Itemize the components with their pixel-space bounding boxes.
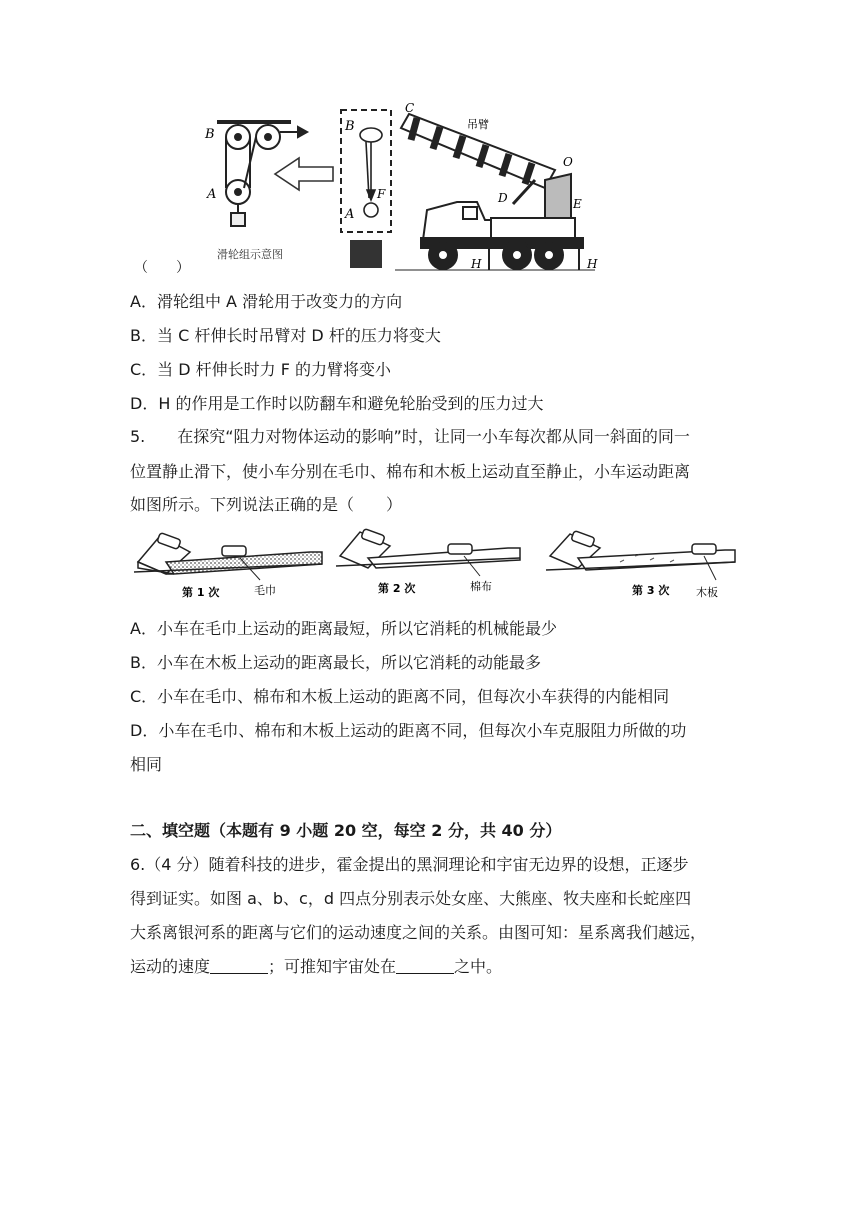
trial-2-label: 第 2 次 bbox=[378, 582, 416, 595]
answer-blank-1[interactable] bbox=[210, 957, 268, 974]
q6-line3: 大系离银河系的距离与它们的运动速度之间的关系。由图可知：星系离我们越远， bbox=[130, 923, 707, 942]
truck bbox=[395, 174, 595, 270]
label-h1: H bbox=[471, 257, 482, 271]
trial-3-label: 第 3 次 bbox=[632, 584, 670, 597]
label-a-box: A bbox=[345, 207, 355, 222]
q5-option-d: D．小车在毛巾、棉布和木板上运动的距离不同，但每次小车克服阻力所做的功 bbox=[130, 721, 687, 740]
q6-line4-a: 运动的速度 bbox=[130, 957, 211, 976]
label-b-box: B bbox=[345, 119, 355, 134]
q4-option-c: C．当 D 杆伸长时力 F 的力臂将变小 bbox=[130, 360, 392, 379]
answer-blank-2[interactable] bbox=[396, 957, 454, 974]
label-a-left: A bbox=[207, 187, 217, 202]
q5-option-b: B．小车在木板上运动的距离最长，所以它消耗的动能最多 bbox=[130, 653, 541, 672]
q4-option-b: B．当 C 杆伸长时吊臂对 D 杆的压力将变大 bbox=[130, 326, 441, 345]
q4-option-d: D．H 的作用是工作时以防翻车和避免轮胎受到的压力过大 bbox=[130, 394, 544, 413]
surface-3-label: 木板 bbox=[696, 586, 718, 599]
label-o: O bbox=[563, 155, 573, 169]
q5-option-d-cont: 相同 bbox=[130, 755, 163, 774]
q5-option-a: A．小车在毛巾上运动的距离最短，所以它消耗的机械能最少 bbox=[130, 619, 557, 638]
surface-1-label: 毛巾 bbox=[254, 584, 276, 597]
q5-stem-line3: 如图所示。下列说法正确的是（ ） bbox=[130, 495, 403, 514]
ramp-trial-1 bbox=[134, 533, 322, 580]
ramp-trial-2 bbox=[336, 529, 520, 576]
q6-line1: 6.（4 分）随着科技的进步，霍金提出的黑洞理论和宇宙无边界的设想，正逐步 bbox=[130, 855, 689, 874]
q6-line2: 得到证实。如图 a、b、c，d 四点分别表示处女座、大熊座、牧夫座和长蛇座四 bbox=[130, 889, 692, 908]
q4-stem-tail: （ ） bbox=[134, 260, 190, 276]
q5-stem-line2: 位置静止滑下，使小车分别在毛巾、棉布和木板上运动直至静止，小车运动距离 bbox=[130, 462, 691, 481]
label-h2: H bbox=[587, 257, 598, 271]
label-c: C bbox=[405, 101, 415, 115]
q6-line4-c: 之中。 bbox=[454, 957, 503, 976]
label-e: E bbox=[573, 197, 582, 211]
q6-line4 bbox=[130, 957, 502, 977]
q5-option-c: C．小车在毛巾、棉布和木板上运动的距离不同，但每次小车获得的内能相同 bbox=[130, 687, 670, 706]
label-b-left: B bbox=[205, 127, 215, 142]
surface-2-label: 棉布 bbox=[470, 580, 492, 593]
q4-option-a: A．滑轮组中 A 滑轮用于改变力的方向 bbox=[130, 292, 403, 311]
label-f: F bbox=[377, 187, 386, 201]
q6-line4-b: ；可推知宇宙处在 bbox=[268, 957, 397, 976]
hollow-arrow-icon bbox=[275, 158, 333, 190]
label-boom: 吊臂 bbox=[467, 118, 489, 131]
load-block bbox=[350, 240, 382, 268]
ramp-trial-3 bbox=[546, 531, 735, 580]
crane-pulley-figure bbox=[195, 100, 615, 280]
pulley-caption: 滑轮组示意图 bbox=[217, 248, 283, 261]
label-d: D bbox=[498, 191, 508, 205]
ramp-trials-figure bbox=[130, 522, 740, 610]
section-2-heading: 二、填空题（本题有 9 小题 20 空，每空 2 分，共 40 分） bbox=[130, 821, 562, 840]
q5-stem-line1: 5. 在探究“阻力对物体运动的影响”时，让同一小车每次都从同一斜面的同一 bbox=[130, 427, 690, 446]
trial-1-label: 第 1 次 bbox=[182, 586, 220, 599]
